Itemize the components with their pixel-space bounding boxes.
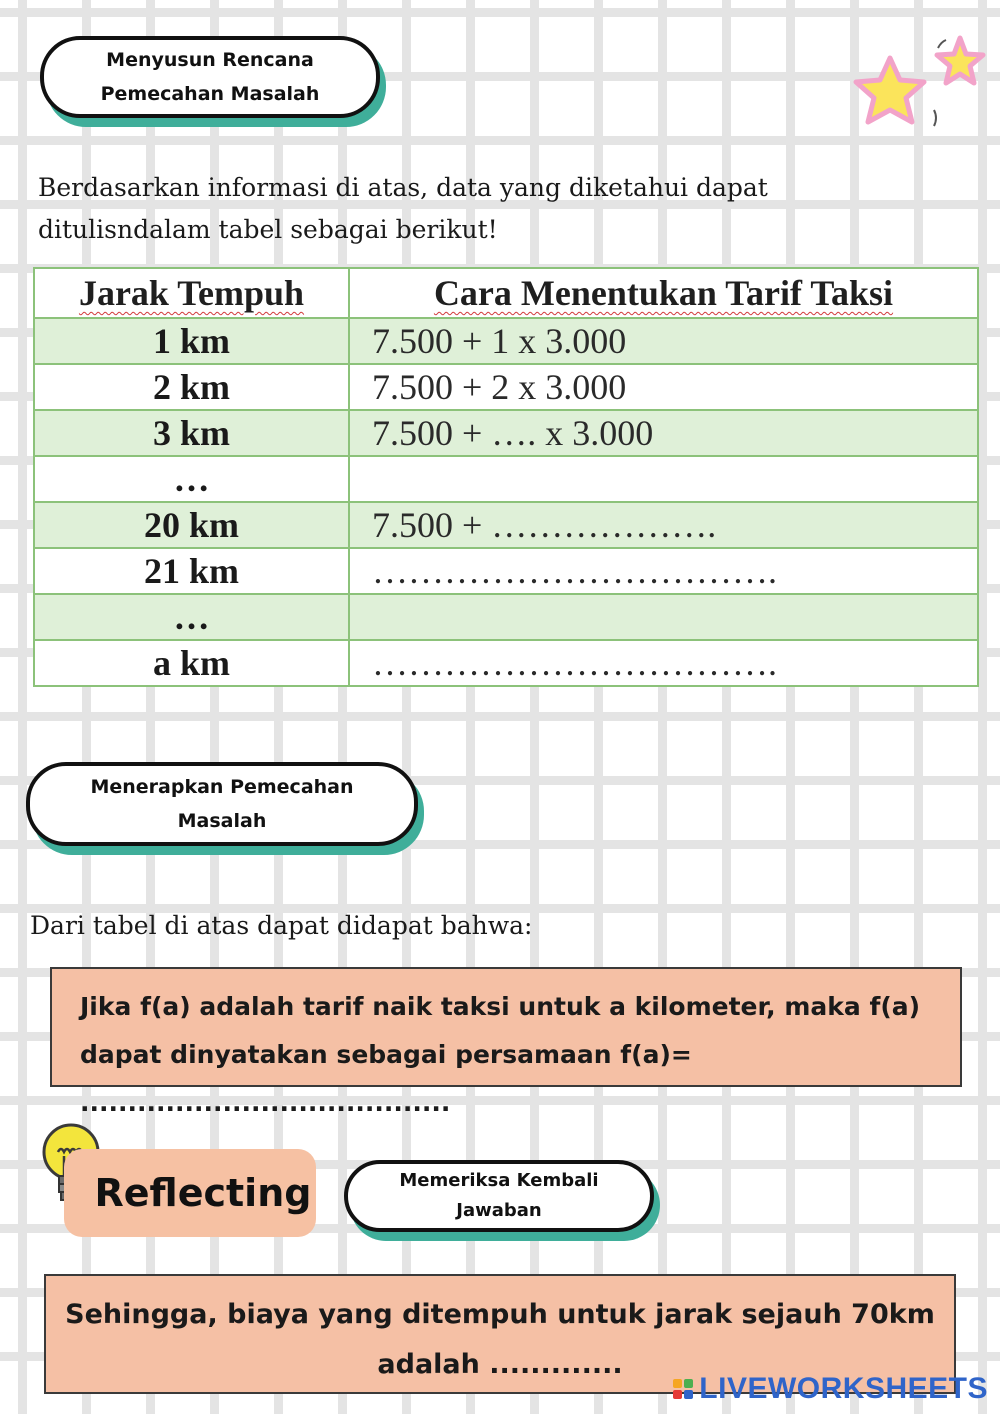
table-cell-formula: 7.500 + 1 x 3.000	[349, 318, 978, 364]
stars-icon	[842, 28, 992, 138]
intro-line1: Berdasarkan informasi di atas, data yang diketahui dapat	[38, 173, 768, 202]
reflecting-badge	[64, 1149, 316, 1237]
table-header-distance: Jarak Tempuh	[34, 268, 349, 318]
table-cell-km: a km	[34, 640, 349, 686]
intro-line2: ditulisndalam tabel sebagai berikut!	[38, 215, 498, 244]
table-header-method: Cara Menentukan Tarif Taksi	[349, 268, 978, 318]
brand-name: LIVEWORKSHEETS	[699, 1372, 988, 1405]
table-cell-formula: 7.500 + 2 x 3.000	[349, 364, 978, 410]
table-cell-km: 21 km	[34, 548, 349, 594]
brand-logo	[673, 1372, 988, 1406]
table-cell-km: 2 km	[34, 364, 349, 410]
formula-question-line1: Jika f(a) adalah tarif naik taksi untuk a kilometer, maka f(a)	[80, 992, 921, 1021]
table-row	[34, 640, 978, 686]
table-cell-km: 1 km	[34, 318, 349, 364]
formula-question-line2[interactable]: dapat dinyatakan sebagai persamaan f(a)= .......................................	[80, 1040, 692, 1117]
table-cell-formula[interactable]: 7.500 + …. x 3.000	[349, 410, 978, 456]
section-heading-apply	[26, 762, 418, 846]
table-cell-formula	[349, 594, 978, 640]
table-row	[34, 548, 978, 594]
reflecting-label: Reflecting	[94, 1171, 312, 1215]
section-heading-plan-line2: Pemecahan Masalah	[100, 83, 320, 105]
brand-mark-icon	[673, 1379, 693, 1399]
section-heading-plan-line1: Menyusun Rencana	[106, 49, 314, 71]
section-heading-check-line1: Memeriksa Kembali	[399, 1170, 599, 1191]
table-cell-formula[interactable]: …………………………….	[349, 640, 978, 686]
section-heading-check	[344, 1160, 654, 1232]
conclusion-intro: Dari tabel di atas dapat didapat bahwa:	[30, 911, 533, 940]
section-heading-apply-line1: Menerapkan Pemecahan	[90, 776, 354, 798]
table-cell-formula[interactable]: 7.500 + ……………….	[349, 502, 978, 548]
table-row	[34, 502, 978, 548]
table-cell-formula[interactable]: …………………………….	[349, 548, 978, 594]
formula-question-box	[50, 967, 962, 1117]
table-cell-km: …	[34, 456, 349, 502]
table-row	[34, 594, 978, 640]
answer-line1: Sehingga, biaya yang ditempuh untuk jarak sejauh 70km	[65, 1299, 935, 1330]
tarif-table	[33, 267, 979, 687]
table-row	[34, 364, 978, 410]
section-heading-check-line2: Jawaban	[456, 1200, 542, 1221]
table-row	[34, 318, 978, 364]
table-row	[34, 456, 978, 502]
table-header-row	[34, 268, 978, 318]
answer-line2[interactable]: adalah .............	[377, 1349, 623, 1380]
table-cell-km: 3 km	[34, 410, 349, 456]
table-cell-km: 20 km	[34, 502, 349, 548]
section-heading-apply-line2: Masalah	[177, 810, 267, 832]
section-heading-plan	[40, 36, 380, 118]
table-cell-formula	[349, 456, 978, 502]
table-row	[34, 410, 978, 456]
table-cell-km: …	[34, 594, 349, 640]
